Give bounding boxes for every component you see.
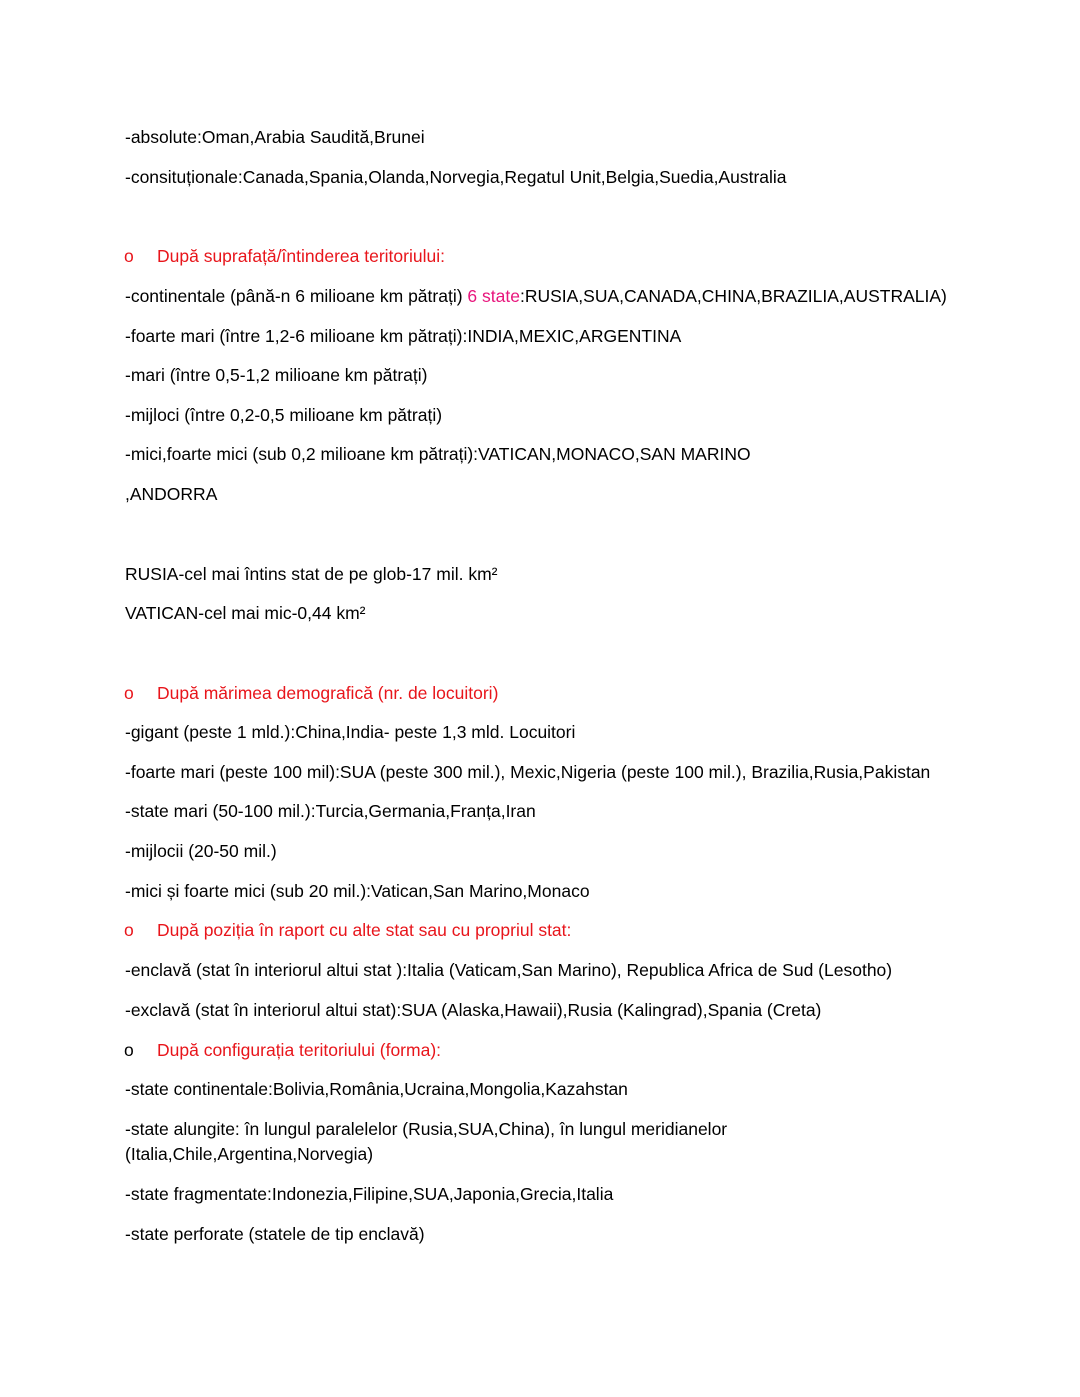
text-line-state-alungite: -state alungite: în lungul paralelelor (Rusia,SUA,China), în lungul meridianelor (Italia,Chile,Argentina,Norvegia) [125,1119,728,1164]
text-line-state-fragmentate: -state fragmentate:Indonezia,Filipine,SUA,Japonia,Grecia,Italia [125,1184,614,1204]
text-line-state-mari: -state mari (50-100 mil.):Turcia,Germania,Franța,Iran [125,801,536,821]
bullet-icon: o [124,1040,134,1060]
text-line-rusia: RUSIA-cel mai întins stat de pe glob-17 mil. km² [125,564,498,584]
text-line-exclava: -exclavă (stat în interiorul altui stat):SUA (Alaska,Hawaii),Rusia (Kalingrad),Spania (Creta) [125,1000,822,1020]
text-line-mici-pop: -mici și foarte mici (sub 20 mil.):Vatican,San Marino,Monaco [125,881,590,901]
heading-suprafata [124,244,445,268]
text-line-foarte-mari-pop: -foarte mari (peste 100 mil):SUA (peste 300 mil.), Mexic,Nigeria (peste 100 mil.), Brazilia,Rusia,Pakistan [125,762,931,782]
text-line-absolute: -absolute:Oman,Arabia Saudită,Brunei [125,127,425,147]
text-line-constitutionale: -consituționale:Canada,Spania,Olanda,Norvegia,Regatul Unit,Belgia,Suedia,Australia [125,167,787,187]
heading-demografica [124,681,499,705]
text-line-state-perforate: -state perforate (statele de tip enclavă) [125,1224,425,1244]
heading-text: După configurația teritoriului (forma): [157,1040,442,1060]
heading-text: După poziția în raport cu alte stat sau cu propriul stat: [157,920,572,940]
heading-text: După suprafață/întinderea teritoriului: [157,246,445,266]
heading-text: După mărimea demografică (nr. de locuitori) [157,683,499,703]
text-line-state-continentale: -state continentale:Bolivia,România,Ucraina,Mongolia,Kazahstan [125,1079,628,1099]
text-line-mijloci: -mijloci (între 0,2-0,5 milioane km pătrați) [125,405,443,425]
text-line-mici: -mici,foarte mici (sub 0,2 milioane km pătrați):VATICAN,MONACO,SAN MARINO [125,444,751,464]
text-line-andorra: ,ANDORRA [125,484,218,504]
heading-pozitie [124,918,572,942]
text-line-enclava: -enclavă (stat în interiorul altui stat ):Italia (Vaticam,San Marino), Republica Africa de Sud (Lesotho) [125,960,893,980]
bullet-icon: o [124,246,134,266]
text-segment: -continentale (până-n 6 milioane km pătrați) [125,286,468,306]
bullet-icon: o [124,683,134,703]
text-segment: :RUSIA,SUA,CANADA,CHINA,BRAZILIA,AUSTRALIA) [519,286,947,306]
bullet-icon: o [124,920,134,940]
text-line-continentale [125,284,947,308]
highlight-text: 6 state [467,286,520,306]
text-line-gigant: -gigant (peste 1 mld.):China,India- peste 1,3 mld. Locuitori [125,722,576,742]
text-line-mari: -mari (între 0,5-1,2 milioane km pătrați) [125,365,428,385]
heading-configuratie [124,1038,442,1062]
text-line-mijlocii: -mijlocii (20-50 mil.) [125,841,277,861]
text-line-vatican: VATICAN-cel mai mic-0,44 km² [125,603,366,623]
text-line-foarte-mari: -foarte mari (între 1,2-6 milioane km pătrați):INDIA,MEXIC,ARGENTINA [125,326,682,346]
